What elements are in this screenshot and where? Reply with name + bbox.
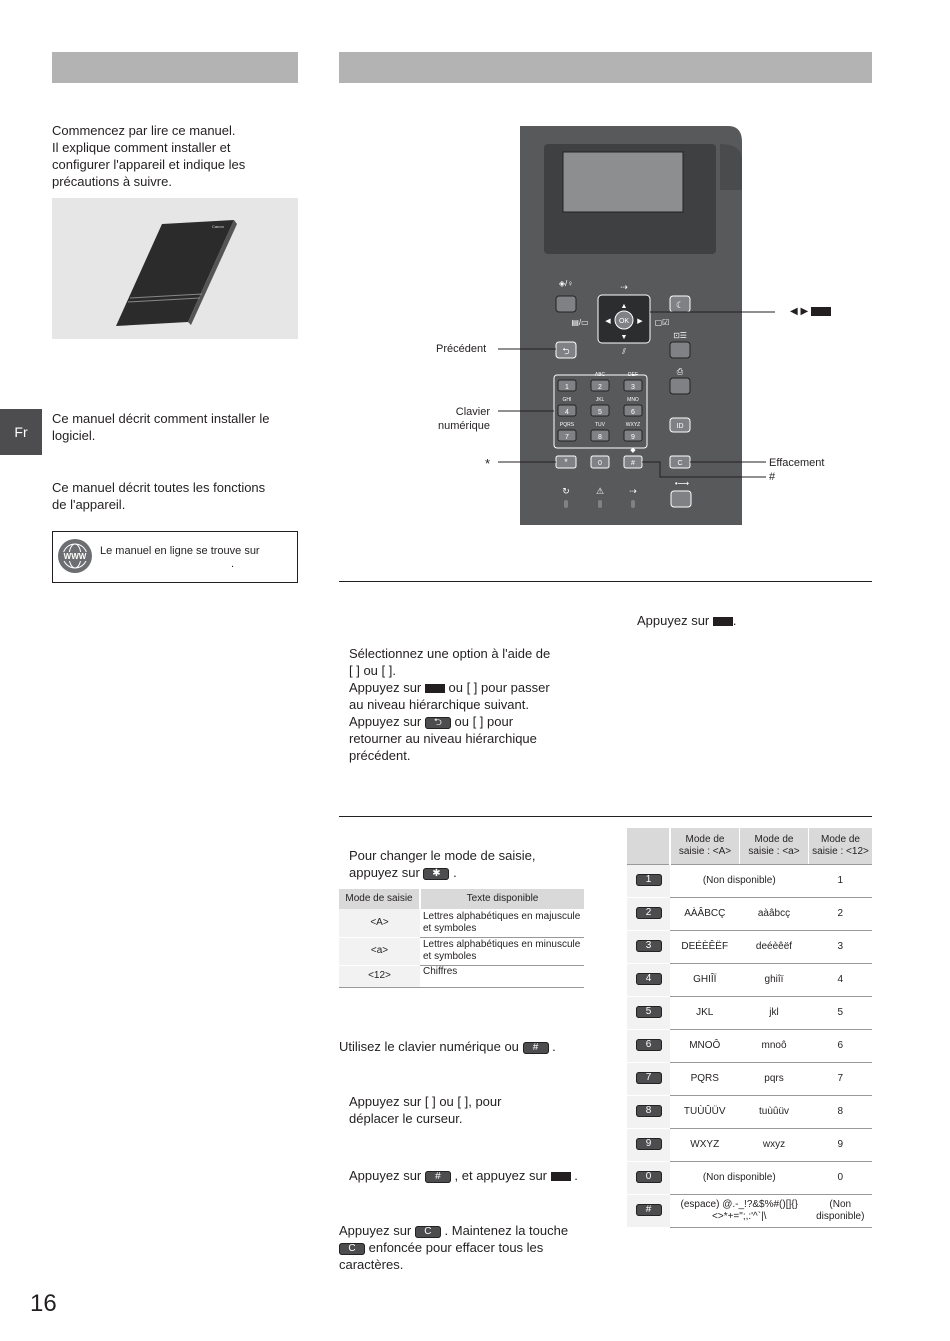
- svg-text:2: 2: [598, 384, 602, 391]
- upper-chars: MNOÔ: [670, 1029, 740, 1062]
- number-chars: (Non disponible): [809, 1194, 873, 1227]
- svg-text:◀: ◀: [605, 318, 611, 325]
- upper-chars: AÀÂBCÇ: [670, 897, 740, 930]
- table-row: [627, 897, 872, 930]
- number-chars: 1: [809, 864, 873, 897]
- number-chars: 5: [809, 996, 873, 1029]
- upper-chars: GHIÎÏ: [670, 963, 740, 996]
- svg-text:*: *: [564, 457, 568, 467]
- ok-key-icon: [425, 684, 445, 693]
- svg-text:◈/♀: ◈/♀: [558, 279, 574, 288]
- table-row: [627, 1062, 872, 1095]
- number-chars: 3: [809, 930, 873, 963]
- svg-text:DEF: DEF: [628, 372, 638, 378]
- lower-chars: jkl: [740, 996, 809, 1029]
- svg-text:⇢: ⇢: [629, 486, 637, 496]
- lower-chars: pqrs: [740, 1062, 809, 1095]
- table-row: [627, 1128, 872, 1161]
- change-mode-text: Pour changer le mode de saisie, appuyez sur ✱ .: [349, 848, 536, 880]
- lower-chars: ghiîï: [740, 963, 809, 996]
- label-back: Précédent: [436, 343, 487, 355]
- table-row: [627, 1194, 872, 1227]
- keypad-key-icon: 9: [636, 1138, 662, 1150]
- functions-desc: Ce manuel décrit toutes les fonctions de l'appareil.: [52, 480, 266, 512]
- space-text: Appuyez sur # , et appuyez sur .: [349, 1168, 578, 1183]
- star-key-icon: ✱: [423, 868, 449, 880]
- svg-text:⇢: ⇢: [620, 282, 628, 292]
- keypad-key-icon: 2: [636, 907, 662, 919]
- ok-key-icon: [811, 307, 831, 316]
- key-cell: [627, 1095, 670, 1128]
- keypad-key-icon: 3: [636, 940, 662, 952]
- online-manual-box: [52, 531, 298, 583]
- svg-text:JKL: JKL: [595, 397, 605, 403]
- section-rule-nav: [339, 581, 872, 582]
- keypad-key-icon: 7: [636, 1072, 662, 1084]
- table-row: [627, 1161, 872, 1194]
- keypad-key-icon: 6: [636, 1039, 662, 1051]
- svg-text:◆: ◆: [630, 447, 636, 454]
- booklet-illustration: [52, 198, 298, 339]
- keypad-key-icon: 0: [636, 1171, 662, 1183]
- upper-chars: TUÙÛÜV: [670, 1095, 740, 1128]
- svg-text:5: 5: [598, 409, 602, 416]
- key-cell: [627, 897, 670, 930]
- number-chars: 7: [809, 1062, 873, 1095]
- c-key-icon: C: [339, 1243, 365, 1255]
- svg-text:ABC: ABC: [594, 372, 606, 378]
- c-key-icon: C: [415, 1226, 441, 1238]
- number-chars: 8: [809, 1095, 873, 1128]
- svg-text:▼: ▼: [620, 334, 628, 341]
- number-chars: 6: [809, 1029, 873, 1062]
- label-clear: Effacement: [769, 457, 825, 469]
- upper-chars: (espace) @.-_!?&$%#()[]{}<>*+=";,:'^`|\: [670, 1194, 809, 1227]
- back-key-icon: ⮌: [425, 717, 451, 729]
- lower-chars: deéèêëf: [740, 930, 809, 963]
- lower-chars: wxyz: [740, 1128, 809, 1161]
- key-cell: [627, 996, 670, 1029]
- number-chars: 2: [809, 897, 873, 930]
- svg-text:⫽: ⫽: [622, 347, 626, 356]
- svg-text:WWW: WWW: [63, 552, 87, 561]
- svg-text:↻: ↻: [562, 486, 570, 496]
- svg-text:▲: ▲: [620, 303, 628, 310]
- svg-text:PQRS: PQRS: [559, 422, 575, 428]
- label-star: *: [485, 456, 491, 471]
- svg-text:⎙: ⎙: [676, 367, 684, 376]
- table-row: [627, 1095, 872, 1128]
- table-row: [627, 963, 872, 996]
- keypad-key-icon: #: [636, 1204, 662, 1216]
- hash-key-icon: #: [523, 1042, 549, 1054]
- www-icon: [57, 538, 93, 574]
- svg-text:•⟶: •⟶: [674, 479, 690, 488]
- move-cursor-text: Appuyez sur [ ] ou [ ], pour déplacer le curseur.: [349, 1094, 502, 1126]
- svg-text:▶: ▶: [637, 318, 643, 325]
- svg-text:9: 9: [631, 434, 635, 441]
- input-mode-table: Mode de saisie Texte disponible <A> Lettres alphabétiques en majuscule et symboles <a> Lettres alphabétiques en minuscule et symboles <12> Chiffres: [339, 889, 584, 988]
- upper-chars: JKL: [670, 996, 740, 1029]
- page-number: 16: [30, 1290, 57, 1317]
- svg-text:▤/▭: ▤/▭: [571, 318, 589, 327]
- svg-text:7: 7: [565, 434, 569, 441]
- key-cell: [627, 963, 670, 996]
- online-note: Le manuel en ligne se trouve sur: [100, 545, 260, 557]
- svg-text:4: 4: [565, 409, 569, 416]
- table-row: [627, 930, 872, 963]
- ok-key-icon: [713, 617, 733, 626]
- intro-text: Commencez par lire ce manuel. Il explique comment installer et configurer l'appareil et indique les précautions à suivre.: [52, 123, 246, 189]
- upper-chars: (Non disponible): [670, 1161, 809, 1194]
- key-cell: [627, 1029, 670, 1062]
- keypad-key-icon: 8: [636, 1105, 662, 1117]
- keypad-key-icon: 1: [636, 874, 662, 886]
- table-row: [627, 1029, 872, 1062]
- press-ok-text: Appuyez sur .: [637, 613, 737, 628]
- keypad-key-icon: 4: [636, 973, 662, 985]
- svg-text:OK: OK: [618, 318, 630, 325]
- table-row: [627, 864, 872, 897]
- svg-text:1: 1: [565, 384, 569, 391]
- svg-text:Canon: Canon: [212, 224, 224, 229]
- clear-text: Appuyez sur C . Maintenez la touche C enfoncée pour effacer tous les caractères.: [339, 1223, 569, 1272]
- upper-chars: (Non disponible): [670, 864, 809, 897]
- ok-callout-label: ◀ ▶: [790, 306, 831, 318]
- number-chars: 9: [809, 1128, 873, 1161]
- software-desc: Ce manuel décrit comment installer le logiciel.: [52, 411, 270, 443]
- svg-text:☾: ☾: [675, 300, 685, 310]
- upper-chars: PQRS: [670, 1062, 740, 1095]
- svg-text:0: 0: [598, 460, 602, 467]
- key-cell: [627, 1161, 670, 1194]
- svg-text:GHI: GHI: [562, 397, 572, 403]
- svg-text:⊡☰: ⊡☰: [673, 331, 687, 340]
- character-table: Mode de saisie : <A> Mode de saisie : <a> Mode de saisie : <12> 1 (Non disponible) 1 2 AÀÂBCÇ aàâbcç 2 3 DEÉÈÊËF deéèêëf 3 4 GHIÎÏ ghiîï 4 5 JKL jkl 5 6 MNOÔ mnoô 6 7 PQRS pqrs 7 8 TUÙÛÜV tuùûüv 8 9 WXYZ wxyz 9 0 (Non disponible) 0 # (espace) @.-_!?&$%#()[]{}<>*+=";,:'^`|\ (Non disponible): [627, 828, 872, 1228]
- svg-text:⮌: ⮌: [562, 346, 570, 356]
- upper-chars: WXYZ: [670, 1128, 740, 1161]
- section-rule-input: [339, 816, 872, 817]
- table-row: [627, 996, 872, 1029]
- key-cell: [627, 864, 670, 897]
- key-cell: [627, 1062, 670, 1095]
- use-keypad-text: Utilisez le clavier numérique ou # .: [339, 1039, 556, 1054]
- svg-text:WXYZ: WXYZ: [625, 422, 641, 428]
- lower-chars: mnoô: [740, 1029, 809, 1062]
- nav-instructions: Sélectionnez une option à l'aide de [ ] ou [ ]. Appuyez sur ou [ ] pour passer au niveau hiérarchique suivant. Appuyez sur ⮌ ou [ ] pour retourner au niveau hiérarchique précédent.: [349, 646, 551, 763]
- svg-text:TUV: TUV: [595, 422, 605, 428]
- lower-chars: aàâbcç: [740, 897, 809, 930]
- keypad-key-icon: 5: [636, 1006, 662, 1018]
- svg-text:3: 3: [631, 384, 635, 391]
- svg-text:MNO: MNO: [627, 397, 639, 403]
- label-hash: #: [769, 471, 776, 483]
- svg-text:8: 8: [598, 434, 602, 441]
- svg-text:6: 6: [631, 409, 635, 416]
- number-chars: 4: [809, 963, 873, 996]
- online-note-end: .: [231, 558, 235, 570]
- language-tab: Fr: [0, 409, 42, 455]
- key-cell: [627, 930, 670, 963]
- number-chars: 0: [809, 1161, 873, 1194]
- svg-text:C: C: [677, 460, 683, 467]
- svg-text:⚠: ⚠: [595, 486, 605, 496]
- label-keypad: Clavier numérique: [438, 406, 490, 432]
- right-header-bar: [339, 52, 872, 83]
- key-cell: [627, 1128, 670, 1161]
- hash-key-icon: #: [425, 1171, 451, 1183]
- svg-text:▢☑: ▢☑: [654, 318, 670, 327]
- upper-chars: DEÉÈÊËF: [670, 930, 740, 963]
- svg-text:ID: ID: [676, 423, 684, 430]
- ok-key-icon: [551, 1172, 571, 1181]
- svg-text:#: #: [631, 460, 635, 467]
- key-cell: [627, 1194, 670, 1227]
- lower-chars: tuùûüv: [740, 1095, 809, 1128]
- left-header-bar: [52, 52, 298, 83]
